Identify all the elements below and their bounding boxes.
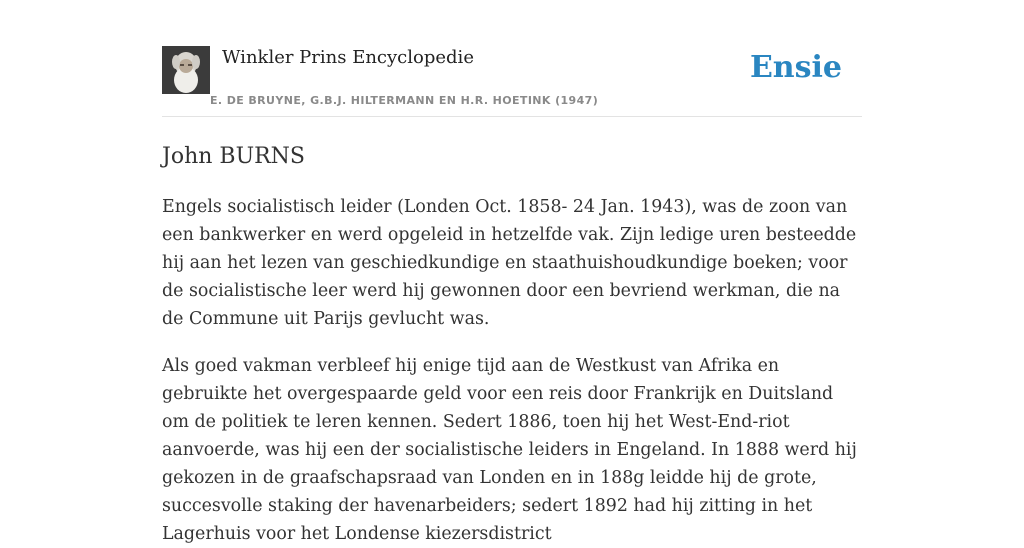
ensie-logo[interactable]: Ensie <box>749 50 842 85</box>
portrait-avatar-icon[interactable] <box>162 46 210 94</box>
authors-credit: E. DE BRUYNE, G.B.J. HILTERMANN EN H.R. HOETINK (1947) <box>210 94 599 107</box>
article-paragraph: Als goed vakman verbleef hij enige tijd aan de Westkust van Afrika en gebruikte het overgespaarde geld voor een reis door Frankrijk en Duitsland om de politiek te leren kennen. Sedert 1886, toen hij het West-End-riot aanvoerde, was hij een der socialistische leiders in Engeland. In 1888 werd hij gekozen in de graafschapsraad van Londen en in 188g leidde hij de grote, succesvolle staking der havenarbeiders; sedert 1892 had hij zitting in het Lagerhuis voor het Londense kiezersdistrict <box>162 356 857 544</box>
site-header <box>162 46 862 117</box>
page <box>162 0 862 548</box>
article-body <box>162 193 862 548</box>
site-title[interactable]: Winkler Prins Encyclopedie <box>222 47 474 68</box>
article-paragraph: Engels socialistisch leider (Londen Oct. 1858- 24 Jan. 1943), was de zoon van een bankwerker en werd opgeleid in hetzelfde vak. Zijn ledige uren besteedde hij aan het lezen van geschiedkundige en staathuishoudkundige boeken; voor de socialistische leer werd hij gewonnen door een bevriend werkman, die na de Commune uit Parijs gevlucht was. <box>162 197 857 329</box>
article-title: John BURNS <box>162 144 305 169</box>
